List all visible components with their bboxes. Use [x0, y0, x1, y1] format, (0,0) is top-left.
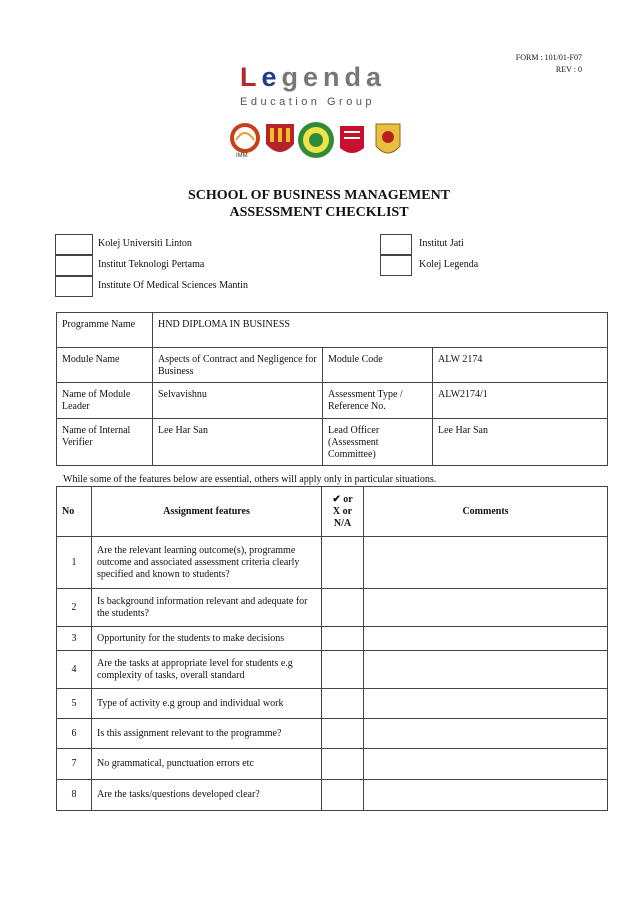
- row-number: 5: [57, 689, 92, 719]
- institution-crests: [228, 120, 408, 164]
- table-row: [57, 589, 608, 627]
- row-comments-cell[interactable]: [364, 719, 608, 749]
- module-value: Aspects of Contract and Negligence for Business: [153, 348, 323, 383]
- comments-header: Comments: [364, 487, 608, 537]
- assessment-value: ALW2174/1: [433, 383, 608, 419]
- row-number: 8: [57, 780, 92, 811]
- tick-or-label: or: [343, 493, 353, 505]
- features-header: Assignment features: [92, 487, 322, 537]
- institution-checkbox[interactable]: [55, 255, 93, 276]
- na-label: N/A: [333, 517, 352, 529]
- row-check-cell[interactable]: [322, 749, 364, 780]
- checklist-header-row: [57, 487, 608, 537]
- leader-row: [57, 383, 608, 419]
- row-number: 7: [57, 749, 92, 780]
- institution-label: Kolej Legenda: [419, 259, 479, 270]
- row-feature: Are the tasks/questions developed clear?: [92, 780, 322, 811]
- lead-officer-label: Lead Officer (Assessment Committee): [323, 419, 433, 466]
- row-feature: Is background information relevant and adequate for the students?: [92, 589, 322, 627]
- row-check-cell[interactable]: [322, 780, 364, 811]
- module-row: [57, 348, 608, 383]
- table-row: [57, 537, 608, 589]
- leader-label: Name of Module Leader: [57, 383, 153, 419]
- table-row: [57, 651, 608, 689]
- row-feature: Are the tasks at appropriate level for students e.g complexity of tasks, overall standard: [92, 651, 322, 689]
- institution-checkbox[interactable]: [55, 234, 93, 255]
- tick-icon: ✔: [332, 493, 341, 505]
- logo-tagline: Education Group: [240, 96, 376, 108]
- row-number: 6: [57, 719, 92, 749]
- institution-label: Kolej Universiti Linton: [98, 238, 192, 249]
- table-row: [57, 689, 608, 719]
- row-comments-cell[interactable]: [364, 689, 608, 719]
- table-row: [57, 627, 608, 651]
- module-code-label: Module Code: [323, 348, 433, 383]
- leader-value: Selvavishnu: [153, 383, 323, 419]
- logo-wordmark: Legenda: [240, 62, 387, 92]
- table-row: [57, 780, 608, 811]
- assessment-checklist-table: [56, 486, 608, 811]
- imm-crest-icon: [232, 125, 258, 151]
- row-comments-cell[interactable]: [364, 537, 608, 589]
- x-or-label: X or: [332, 505, 353, 517]
- row-check-cell[interactable]: [322, 537, 364, 589]
- row-number: 3: [57, 627, 92, 651]
- institution-checkbox[interactable]: [380, 234, 412, 255]
- table-row: [57, 719, 608, 749]
- form-revision: REV : 0: [555, 65, 582, 74]
- row-comments-cell[interactable]: [364, 651, 608, 689]
- page-title: SCHOOL OF BUSINESS MANAGEMENT: [187, 188, 451, 203]
- verifier-value: Lee Har San: [153, 419, 323, 466]
- module-code-value: ALW 2174: [433, 348, 608, 383]
- programme-label: Programme Name: [57, 313, 153, 348]
- legenda-crest-icon: [376, 124, 400, 153]
- form-reference: [516, 52, 582, 76]
- row-number: 1: [57, 537, 92, 589]
- institution-label: Institute Of Medical Sciences Mantin: [98, 280, 248, 291]
- row-comments-cell[interactable]: [364, 749, 608, 780]
- institution-label: Institut Jati: [419, 238, 464, 249]
- row-check-cell[interactable]: [322, 719, 364, 749]
- row-check-cell[interactable]: [322, 689, 364, 719]
- lead-officer-value: Lee Har San: [433, 419, 608, 466]
- no-header: No: [57, 487, 92, 537]
- jati-crest-icon: [298, 122, 334, 158]
- tick-header: [322, 487, 364, 537]
- row-feature: Type of activity e.g group and individual work: [92, 689, 322, 719]
- row-feature: Are the relevant learning outcome(s), programme outcome and associated assessment criteria clearly specified and known to students?: [92, 537, 322, 589]
- legenda-logo: [240, 62, 400, 108]
- row-feature: No grammatical, punctuation errors etc: [92, 749, 322, 780]
- row-number: 2: [57, 589, 92, 627]
- institution-checkbox[interactable]: [380, 255, 412, 276]
- row-number: 4: [57, 651, 92, 689]
- verifier-label: Name of Internal Verifier: [57, 419, 153, 466]
- row-feature: Opportunity for the students to make decisions: [92, 627, 322, 651]
- imm-crest-label: IMM: [236, 153, 248, 159]
- institution-label: Institut Teknologi Pertama: [98, 259, 205, 270]
- row-check-cell[interactable]: [322, 651, 364, 689]
- page-subtitle: ASSESSMENT CHECKLIST: [229, 205, 409, 220]
- row-comments-cell[interactable]: [364, 589, 608, 627]
- row-feature: Is this assignment relevant to the programme?: [92, 719, 322, 749]
- verifier-row: [57, 419, 608, 466]
- row-check-cell[interactable]: [322, 627, 364, 651]
- itp-crest-icon: [340, 126, 364, 153]
- module-label: Module Name: [57, 348, 153, 383]
- linton-crest-icon: [266, 124, 294, 152]
- programme-row: [57, 313, 608, 348]
- row-comments-cell[interactable]: [364, 627, 608, 651]
- row-comments-cell[interactable]: [364, 780, 608, 811]
- checklist-note: While some of the features below are essential, others will apply only in particular situations.: [63, 474, 437, 485]
- row-check-cell[interactable]: [322, 589, 364, 627]
- table-row: [57, 749, 608, 780]
- institution-checkbox[interactable]: [55, 276, 93, 297]
- assessment-label: Assessment Type / Reference No.: [323, 383, 433, 419]
- form-code: FORM : 101/01-F07: [515, 53, 582, 62]
- module-info-table: [56, 312, 608, 466]
- programme-value: HND DIPLOMA IN BUSINESS: [153, 313, 608, 348]
